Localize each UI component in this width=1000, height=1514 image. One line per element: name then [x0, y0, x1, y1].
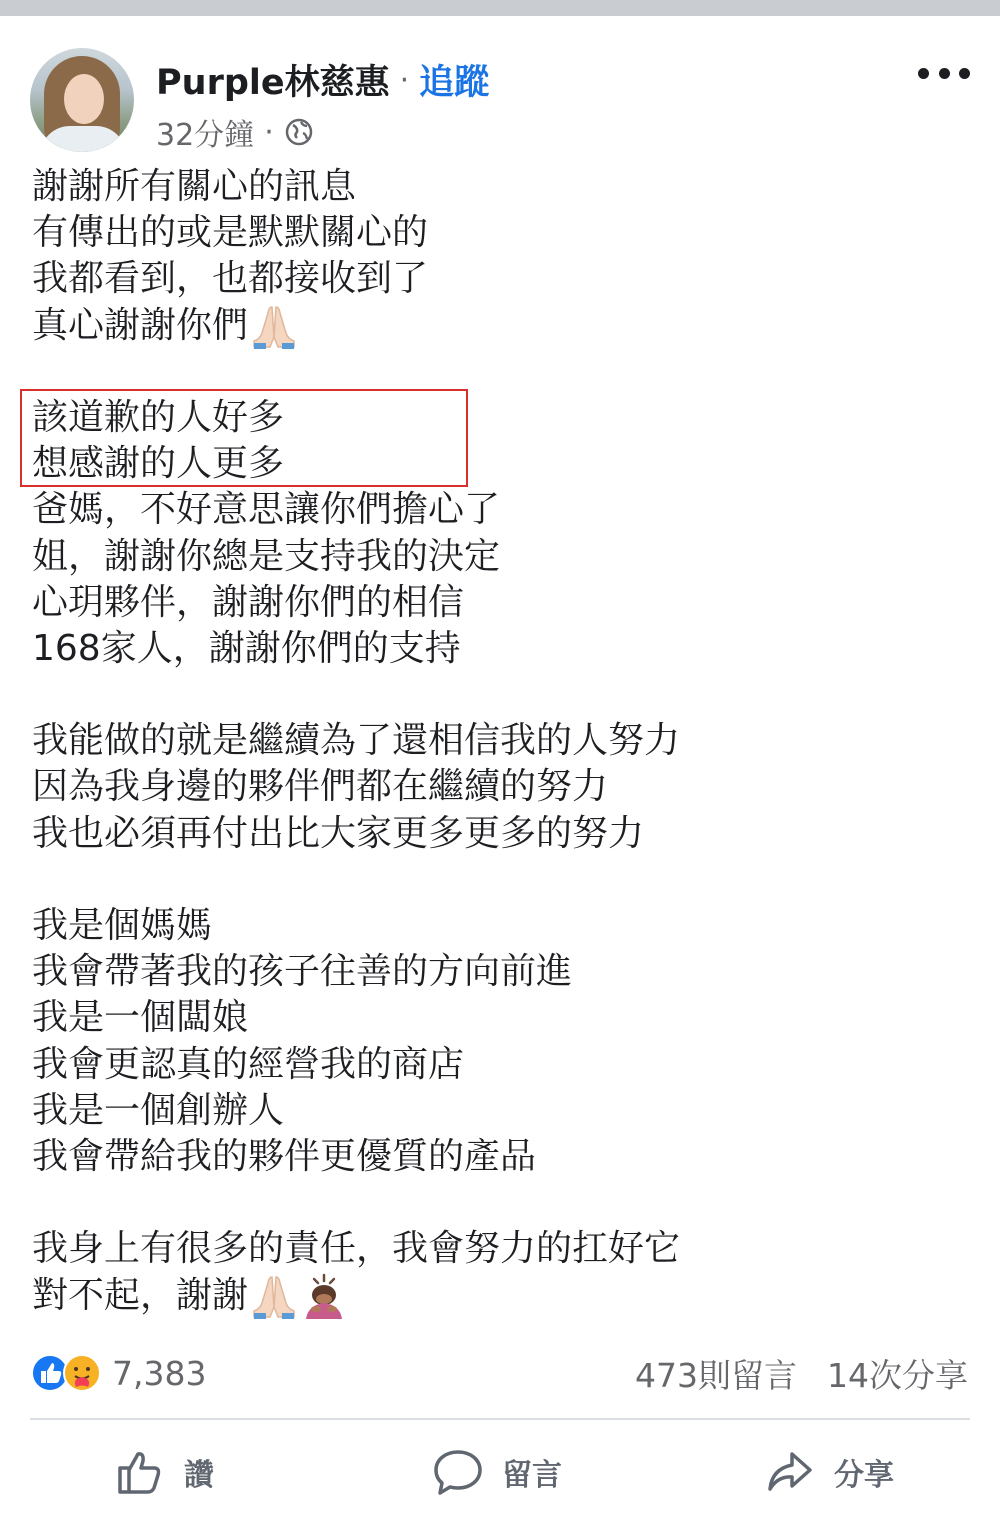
meta-separator: ·: [264, 114, 274, 150]
post-line: 姐，謝謝你總是支持我的決定: [32, 535, 501, 577]
post-line: 我會更認真的經營我的商店: [32, 1043, 465, 1085]
comment-count[interactable]: 473則留言: [635, 1355, 797, 1395]
person-bowing-icon: [300, 1273, 348, 1319]
post-line: 謝謝所有關心的訊息: [32, 166, 357, 207]
care-reaction-icon: [62, 1353, 102, 1393]
status-bar: [0, 0, 1000, 16]
post-meta: [156, 112, 314, 152]
post-line: 我是一個創辦人: [32, 1089, 285, 1131]
post-line: 我都看到，也都接收到了: [32, 258, 429, 300]
thumbs-up-icon: [114, 1446, 166, 1498]
post-line: 我也必須再付出比大家更多更多的努力: [32, 812, 645, 854]
post-line: 想感謝的人更多: [32, 443, 285, 485]
comment-label: 留言: [502, 1458, 562, 1493]
comment-icon: [432, 1446, 484, 1498]
post-line-text: 真心謝謝你們: [32, 304, 249, 346]
like-button[interactable]: [114, 1440, 214, 1504]
post-line-text: 對不起，謝謝: [32, 1274, 249, 1316]
folded-hands-icon: [250, 303, 298, 349]
post-line-blank: [32, 857, 972, 903]
post-header: [156, 54, 489, 106]
share-count[interactable]: 14次分享: [827, 1355, 968, 1395]
like-label: 讚: [184, 1458, 214, 1493]
folded-hands-icon: [250, 1273, 298, 1319]
post-line-blank: [32, 1180, 972, 1226]
globe-icon: [284, 117, 314, 147]
post-line: 我會帶給我的夥伴更優質的產品: [32, 1135, 537, 1177]
post-line: [32, 303, 972, 349]
more-options-icon[interactable]: [918, 58, 970, 88]
post-text: [32, 164, 972, 1319]
follow-button[interactable]: 追蹤: [419, 63, 490, 103]
post-timestamp[interactable]: 32分鐘: [156, 118, 255, 153]
post-line: 我是一個闆娘: [32, 997, 249, 1039]
post-line: 我身上有很多的責任，我會努力的扛好它: [32, 1228, 681, 1270]
action-bar: [0, 1440, 1000, 1504]
post-line: 因為我身邊的夥伴們都在繼續的努力: [32, 766, 609, 808]
post-line-blank: [32, 349, 972, 395]
share-label: 分享: [834, 1458, 894, 1493]
post-line: 有傳出的或是默默關心的: [32, 212, 429, 254]
post-line: [32, 1273, 972, 1319]
post-line: 心玥夥伴，謝謝你們的相信: [32, 581, 465, 623]
post-line: 爸媽，不好意思讓你們擔心了: [32, 489, 501, 531]
comment-button[interactable]: [432, 1440, 562, 1504]
author-name[interactable]: Purple林慈惠: [156, 63, 390, 103]
post-line: 我會帶著我的孩子往善的方向前進: [32, 951, 573, 993]
header-separator: ·: [399, 62, 410, 98]
post-line: 168家人，謝謝你們的支持: [32, 627, 461, 669]
share-button[interactable]: [764, 1440, 894, 1504]
divider: [30, 1418, 970, 1420]
avatar[interactable]: [30, 48, 134, 152]
post-line: 我能做的就是繼續為了還相信我的人努力: [32, 720, 681, 762]
post-line: 該道歉的人好多: [32, 396, 285, 438]
share-icon: [764, 1446, 816, 1498]
engagement-stats: [635, 1352, 968, 1394]
reaction-count[interactable]: 7,383: [112, 1353, 207, 1393]
post-line-blank: [32, 672, 972, 718]
reaction-summary[interactable]: [30, 1352, 206, 1394]
post-line: 我是個媽媽: [32, 905, 213, 946]
